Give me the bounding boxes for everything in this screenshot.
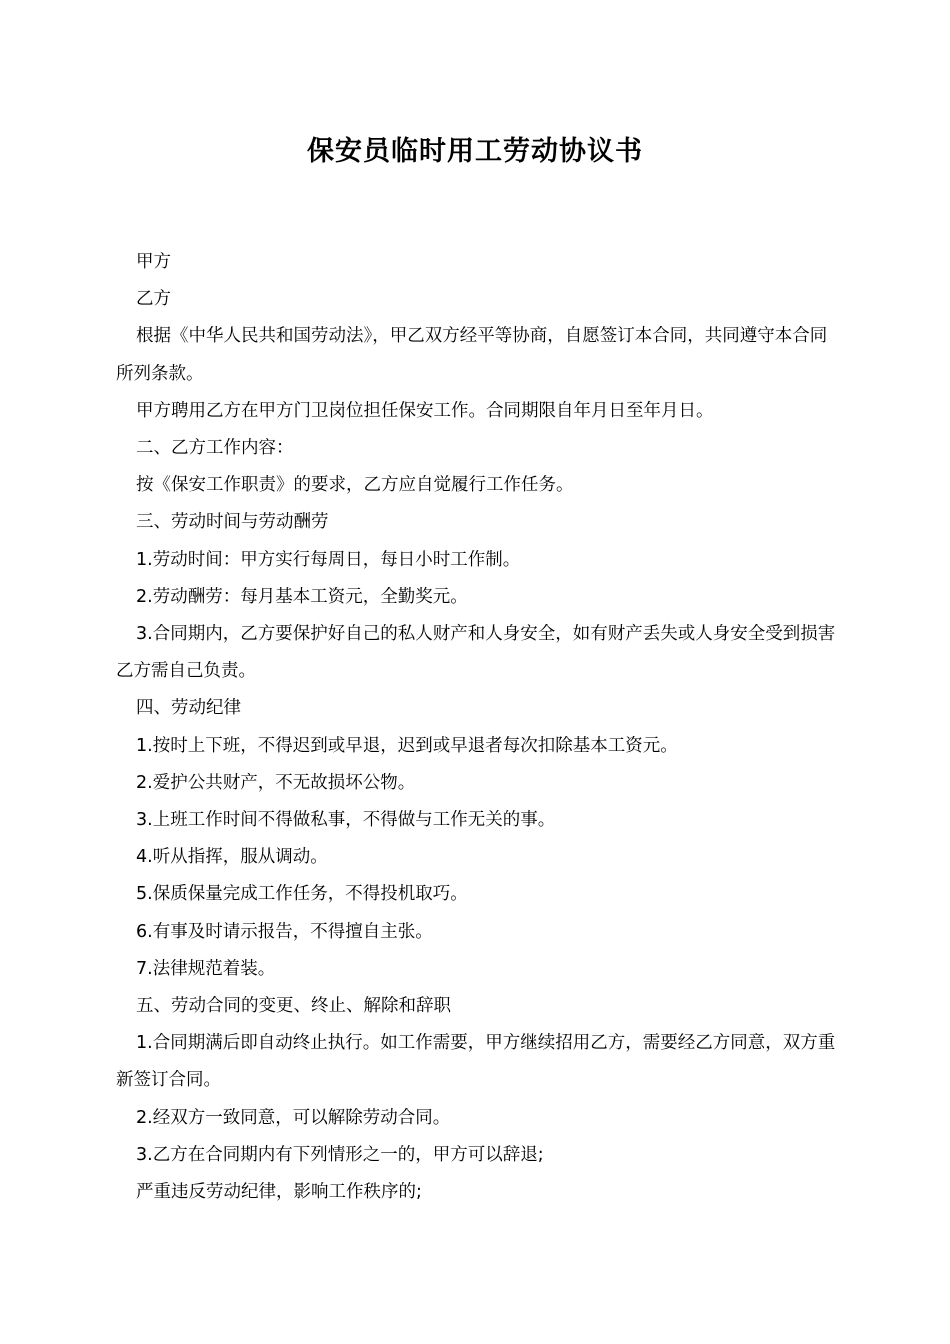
- section-4-heading: 四、劳动纪律: [136, 698, 241, 719]
- section-2-paragraph: 按《保安工作职责》的要求，乙方应自觉履行工作任务。: [136, 475, 574, 496]
- section-5-item-3: 3.乙方在合同期内有下列情形之一的，甲方可以辞退;: [136, 1144, 544, 1165]
- section-3-item-2: 2.劳动酬劳：每月基本工资元，全勤奖元。: [136, 586, 468, 607]
- section-4-item-3: 3.上班工作时间不得做私事，不得做与工作无关的事。: [136, 810, 556, 831]
- section-4-item-1: 1.按时上下班，不得迟到或早退，迟到或早退者每次扣除基本工资元。: [136, 735, 678, 756]
- preamble-paragraph: 根据《中华人民共和国劳动法》，甲乙双方经平等协商，自愿签订本合同，共同遵守本合同所列条款。: [116, 326, 828, 384]
- employment-term-paragraph: 甲方聘用乙方在甲方门卫岗位担任保安工作。合同期限自年月日至年月日。: [136, 400, 714, 421]
- section-4-item-7: 7.法律规范着装。: [136, 958, 276, 979]
- section-2-heading: 二、乙方工作内容：: [136, 438, 294, 459]
- section-4-item-2: 2.爱护公共财产，不无故损坏公物。: [136, 772, 416, 793]
- section-5-subitem: 严重违反劳动纪律，影响工作秩序的;: [136, 1182, 422, 1203]
- section-3-heading: 三、劳动时间与劳动酬劳: [136, 512, 329, 533]
- party-b-line: 乙方: [136, 289, 171, 310]
- document-title: 保安员临时用工劳动协议书: [307, 136, 643, 167]
- section-5-item-1: 1.合同期满后即自动终止执行。如工作需要，甲方继续招用乙方，需要经乙方同意，双方重新签订合同。: [116, 1033, 836, 1091]
- section-4-item-5: 5.保质保量完成工作任务，不得投机取巧。: [136, 884, 468, 905]
- section-5-heading: 五、劳动合同的变更、终止、解除和辞职: [136, 996, 451, 1017]
- party-a-line: 甲方: [136, 252, 171, 272]
- section-4-item-4: 4.听从指挥，服从调动。: [136, 847, 328, 868]
- section-3-item-1: 1.劳动时间：甲方实行每周日，每日小时工作制。: [136, 549, 521, 570]
- section-4-item-6: 6.有事及时请示报告，不得擅自主张。: [136, 921, 433, 942]
- section-3-item-3: 3.合同期内，乙方要保护好自己的私人财产和人身安全，如有财产丢失或人身安全受到损害乙方需自己负责。: [116, 624, 836, 682]
- section-5-item-2: 2.经双方一致同意，可以解除劳动合同。: [136, 1107, 451, 1128]
- document-body: [116, 244, 840, 1211]
